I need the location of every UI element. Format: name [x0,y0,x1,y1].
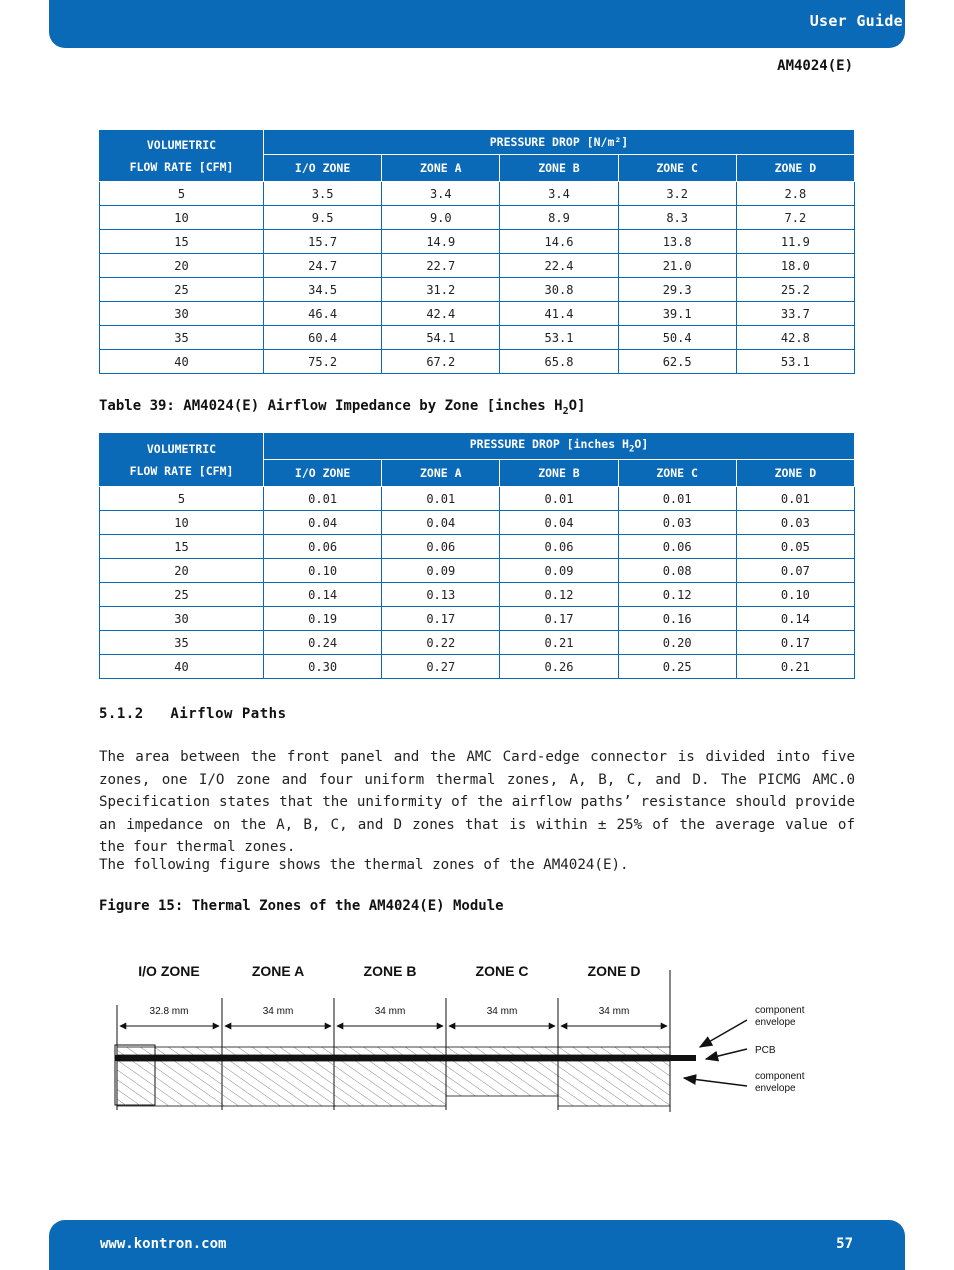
table-row [100,278,855,302]
table-row [100,655,855,679]
pressure-drop-cell: 39.1 [618,302,736,326]
zone-header: ZONE D [736,155,854,182]
pressure-drop-cell: 0.17 [736,631,854,655]
header-title: User Guide [809,12,903,30]
callout-arrow-bottom-envelope [684,1078,747,1086]
pressure-drop-cell: 0.14 [264,583,382,607]
zone-header: I/O ZONE [264,155,382,182]
pressure-drop-cell: 33.7 [736,302,854,326]
pressure-drop-cell: 0.06 [618,535,736,559]
pressure-drop-table-nm2 [99,129,855,374]
width-label-a: 34 mm [262,1006,294,1017]
body-paragraph: The area between the front panel and the AMC Card-edge connector is divided into five zones, one I/O zone and four uniform thermal zones, A, B, C, and D. The PICMG AMC.0 Specification states that the uniformity of the airflow paths’ resistance should provide an impedance on the A, B, C, and D zones that is within ± 25% of the average value of the four thermal zones. [99,749,855,855]
pressure-drop-cell: 25.2 [736,278,854,302]
pressure-drop-cell: 0.12 [500,583,618,607]
table-row [100,559,855,583]
pressure-drop-cell: 14.9 [382,230,500,254]
width-label-b: 34 mm [374,1006,406,1017]
flow-rate-header-line1: VOLUMETRIC [146,441,217,456]
zone-label-io: I/O ZONE [138,963,200,979]
pressure-drop-cell: 67.2 [382,350,500,374]
zone-label-a: ZONE A [251,963,305,979]
flow-rate-header [100,130,264,182]
table-row [100,487,855,511]
pressure-drop-cell: 0.07 [736,559,854,583]
pressure-drop-cell: 18.0 [736,254,854,278]
pressure-drop-cell: 0.04 [264,511,382,535]
pressure-drop-cell: 60.4 [264,326,382,350]
pressure-drop-cell: 8.3 [618,206,736,230]
pressure-drop-cell: 0.05 [736,535,854,559]
bottom-component-envelope-zone-c [446,1061,558,1096]
pressure-drop-cell: 65.8 [500,350,618,374]
table-row [100,607,855,631]
flow-rate-cell: 30 [100,302,264,326]
flow-rate-cell: 25 [100,583,264,607]
pressure-drop-cell: 3.5 [264,182,382,206]
pressure-drop-cell: 9.0 [382,206,500,230]
table-body [100,182,855,374]
pressure-drop-cell: 0.06 [382,535,500,559]
flow-rate-cell: 40 [100,350,264,374]
pressure-drop-cell: 0.26 [500,655,618,679]
table-row [100,631,855,655]
flow-rate-cell: 40 [100,655,264,679]
flow-rate-cell: 5 [100,487,264,511]
pressure-drop-cell: 7.2 [736,206,854,230]
table-row [100,583,855,607]
top-component-envelope [117,1047,670,1055]
pressure-drop-cell: 0.27 [382,655,500,679]
pressure-drop-cell: 54.1 [382,326,500,350]
flow-rate-cell: 5 [100,182,264,206]
pressure-drop-cell: 0.17 [500,607,618,631]
pressure-drop-cell: 0.01 [500,487,618,511]
caption-subscript: 2 [562,405,569,417]
table-row [100,511,855,535]
pressure-drop-cell: 0.16 [618,607,736,631]
zone-label-c: ZONE C [475,963,529,979]
zone-label-d: ZONE D [587,963,641,979]
pressure-drop-cell: 0.01 [264,487,382,511]
callout-bottom-line2: envelope [755,1083,796,1094]
pressure-drop-cell: 0.08 [618,559,736,583]
callout-arrow-pcb [706,1049,747,1059]
pressure-drop-cell: 75.2 [264,350,382,374]
pressure-drop-cell: 42.4 [382,302,500,326]
product-name: AM4024(E) [777,58,853,74]
zone-header: ZONE C [618,460,736,487]
callout-bottom-line1: component [755,1071,805,1082]
footer-url[interactable]: www.kontron.com [100,1236,227,1252]
pressure-drop-cell: 21.0 [618,254,736,278]
pressure-drop-cell: 0.30 [264,655,382,679]
pressure-drop-cell: 42.8 [736,326,854,350]
zone-header: ZONE A [382,155,500,182]
pressure-drop-header [264,433,855,460]
pressure-drop-cell: 0.14 [736,607,854,631]
pressure-drop-cell: 62.5 [618,350,736,374]
bottom-component-envelope [117,1061,446,1106]
flow-rate-header-line2: FLOW RATE [CFM] [129,159,234,174]
pressure-drop-cell: 0.01 [382,487,500,511]
flow-rate-cell: 30 [100,607,264,631]
zone-header: I/O ZONE [264,460,382,487]
table-row [100,326,855,350]
group-header-text: PRESSURE DROP [inches H [469,437,629,452]
pressure-drop-cell: 22.7 [382,254,500,278]
flow-rate-header [100,433,264,487]
section-heading: 5.1.2 Airflow Paths [99,706,287,722]
flow-rate-cell: 35 [100,326,264,350]
width-label-d: 34 mm [598,1006,630,1017]
pcb-board [115,1055,696,1061]
pressure-drop-cell: 22.4 [500,254,618,278]
table-row [100,254,855,278]
pressure-drop-cell: 3.2 [618,182,736,206]
flow-rate-cell: 10 [100,206,264,230]
flow-rate-cell: 25 [100,278,264,302]
pressure-drop-cell: 11.9 [736,230,854,254]
pressure-drop-cell: 46.4 [264,302,382,326]
pressure-drop-cell: 0.17 [382,607,500,631]
pressure-drop-cell: 0.03 [618,511,736,535]
pressure-drop-cell: 0.04 [382,511,500,535]
pressure-drop-cell: 0.03 [736,511,854,535]
pressure-drop-cell: 53.1 [736,350,854,374]
flow-rate-cell: 15 [100,535,264,559]
pressure-drop-cell: 15.7 [264,230,382,254]
pressure-drop-header: PRESSURE DROP [N/m²] [264,130,855,155]
zone-header: ZONE B [500,155,618,182]
callout-arrow-top-envelope [700,1020,747,1047]
table-39-caption [99,398,585,417]
flow-rate-cell: 15 [100,230,264,254]
pressure-drop-cell: 0.01 [736,487,854,511]
figure-15-caption: Figure 15: Thermal Zones of the AM4024(E) Module [99,898,504,914]
pressure-drop-table-inches-h2o [99,432,855,679]
pressure-drop-cell: 9.5 [264,206,382,230]
callout-top-line2: envelope [755,1017,796,1028]
pressure-drop-cell: 0.06 [500,535,618,559]
pressure-drop-cell: 0.09 [500,559,618,583]
flow-rate-cell: 35 [100,631,264,655]
zone-header: ZONE C [618,155,736,182]
body-paragraph: The following figure shows the thermal zones of the AM4024(E). [99,857,629,873]
flow-rate-header-line1: VOLUMETRIC [146,137,217,152]
caption-text-end: O] [568,398,586,414]
zone-header: ZONE B [500,460,618,487]
width-label-io: 32.8 mm [149,1006,189,1017]
pressure-drop-cell: 2.8 [736,182,854,206]
pressure-drop-cell: 34.5 [264,278,382,302]
group-header-text-end: O] [634,437,649,452]
table-row [100,350,855,374]
group-header-subscript: 2 [628,444,635,455]
width-label-c: 34 mm [486,1006,518,1017]
pressure-drop-cell: 0.24 [264,631,382,655]
pressure-drop-cell: 0.19 [264,607,382,631]
header-bar [49,0,905,48]
pressure-drop-cell: 50.4 [618,326,736,350]
pressure-drop-cell: 31.2 [382,278,500,302]
pressure-drop-cell: 0.12 [618,583,736,607]
table-row [100,182,855,206]
pressure-drop-cell: 0.20 [618,631,736,655]
flow-rate-cell: 20 [100,254,264,278]
pressure-drop-cell: 0.21 [736,655,854,679]
pressure-drop-cell: 0.13 [382,583,500,607]
pressure-drop-cell: 0.04 [500,511,618,535]
callout-pcb: PCB [755,1045,776,1056]
pressure-drop-cell: 0.21 [500,631,618,655]
pressure-drop-cell: 14.6 [500,230,618,254]
table-row [100,302,855,326]
pressure-drop-cell: 0.01 [618,487,736,511]
zone-header: ZONE A [382,460,500,487]
zone-header: ZONE D [736,460,854,487]
pressure-drop-cell: 3.4 [500,182,618,206]
flow-rate-header-line2: FLOW RATE [CFM] [129,463,234,478]
flow-rate-cell: 20 [100,559,264,583]
table-row [100,230,855,254]
pressure-drop-cell: 0.09 [382,559,500,583]
pressure-drop-cell: 3.4 [382,182,500,206]
pressure-drop-cell: 0.06 [264,535,382,559]
pressure-drop-cell: 0.10 [736,583,854,607]
flow-rate-cell: 10 [100,511,264,535]
table-body [100,487,855,679]
table-row [100,206,855,230]
pressure-drop-cell: 13.8 [618,230,736,254]
thermal-zones-diagram [99,950,819,1120]
pressure-drop-cell: 0.22 [382,631,500,655]
pressure-drop-cell: 53.1 [500,326,618,350]
pressure-drop-cell: 24.7 [264,254,382,278]
pressure-drop-cell: 41.4 [500,302,618,326]
page-number: 57 [836,1236,853,1252]
callout-top-line1: component [755,1005,805,1016]
pressure-drop-cell: 0.25 [618,655,736,679]
pressure-drop-cell: 8.9 [500,206,618,230]
pressure-drop-cell: 29.3 [618,278,736,302]
bottom-component-envelope-zone-d [558,1061,670,1106]
pressure-drop-cell: 30.8 [500,278,618,302]
caption-text: Table 39: AM4024(E) Airflow Impedance by Zone [inches H [99,398,563,414]
zone-label-b: ZONE B [363,963,417,979]
pressure-drop-cell: 0.10 [264,559,382,583]
table-row [100,535,855,559]
